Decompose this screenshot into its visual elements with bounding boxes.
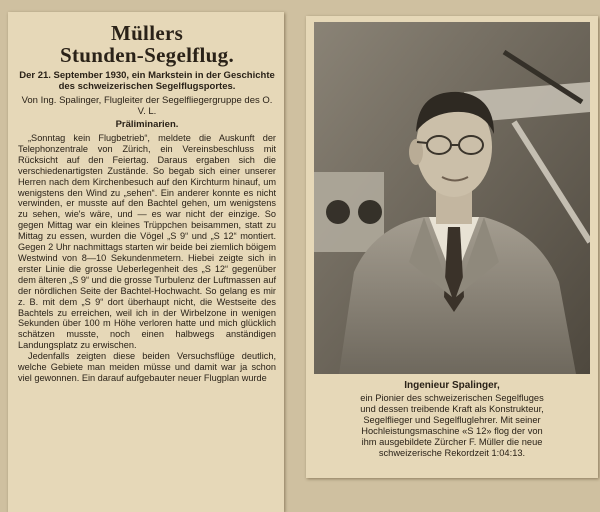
photo-caption-clipping — [306, 16, 598, 478]
portrait-photo — [314, 22, 590, 374]
article-paragraph: „Sonntag kein Flugbetrieb“, meldete die Auskunft der Telephonzentrale von Zürich, ein Vereinsbeschluss mit Rücksicht auf den Feiertag. Daraus ergaben sich die verschiedenartigsten Zustände. So begab sich einer unserer Herren nach dem Kirchenbesuch auf den Kirchturm hinauf, um wenigstens den Wind zu „sehen“. Ein anderer konnte es nicht verwinden, er musste auf den Bachtel gehen, um wenigstens zu sehen, wie's wäre, und — es war nicht der einzige. So gegen Mittag war ein kleines Trüppchen beisammen, statt zu Mittag zu essen, wurden die Vögel „S 9“ und „S 12“ montiert. Gegen 2 Uhr nachmittags starten wir beide bei ziemlich böigem Westwind von 8—10 Sekundenmetern. Hiebei zeigte sich in erster Linie die grosse Ueberlegenheit des „S 12“ gegenüber dem älteren „S 9“ und die grosse Turbulenz der Luftmassen auf der nördlichen Seite der Bachtel-Hochwacht. So gelang es mir z. B. mit dem „S 9“ dort überhaupt nicht, die Westseite des Bachtels zu erreichen, weil ich in der Wirbelzone in wenigen Sekunden über 100 m Höhe verloren hatte und mich glücklich schätzen musste, noch einen halbwegs anständigen Landungsplatz zu erwischen. — [18, 133, 276, 351]
newspaper-article-clipping — [8, 12, 284, 512]
article-byline: Von Ing. Spalinger, Flugleiter der Segelfliegergruppe des O. V. L. — [21, 95, 273, 117]
article-paragraph: Jedenfalls zeigten diese beiden Versuchsflüge deutlich, welche Gebiete man meiden müsse und damit war ja schon viel gewonnen. Ein darauf aufgebauter neuer Flugplan wurde — [18, 351, 276, 383]
caption-line: schweizerische Rekordzeit 1:04:13. — [378, 448, 526, 458]
caption-line: ein Pionier des schweizerischen Segelfluges — [360, 393, 544, 403]
caption-title: Ingenieur Spalinger, — [404, 380, 500, 391]
caption-line: Segelflieger und Segelfluglehrer. Mit seiner — [363, 415, 541, 425]
article-headline-line-2: Stunden-Segelflug. — [59, 43, 234, 67]
article-headline-line-1: Müllers — [110, 21, 184, 45]
portrait-illustration — [314, 22, 590, 374]
caption-line: und dessen treibende Kraft als Konstrukteur, — [360, 404, 544, 414]
caption-line: Hochleistungsmaschine «S 12» flog der von — [361, 426, 543, 436]
article-subhead: Der 21. September 1930, ein Markstein in der Geschichte des schweizerischen Segelflugsportes. — [19, 70, 275, 92]
caption-line: ihm ausgebildete Zürcher F. Müller die neue — [361, 437, 543, 447]
section-title: Präliminarien. — [115, 119, 179, 130]
